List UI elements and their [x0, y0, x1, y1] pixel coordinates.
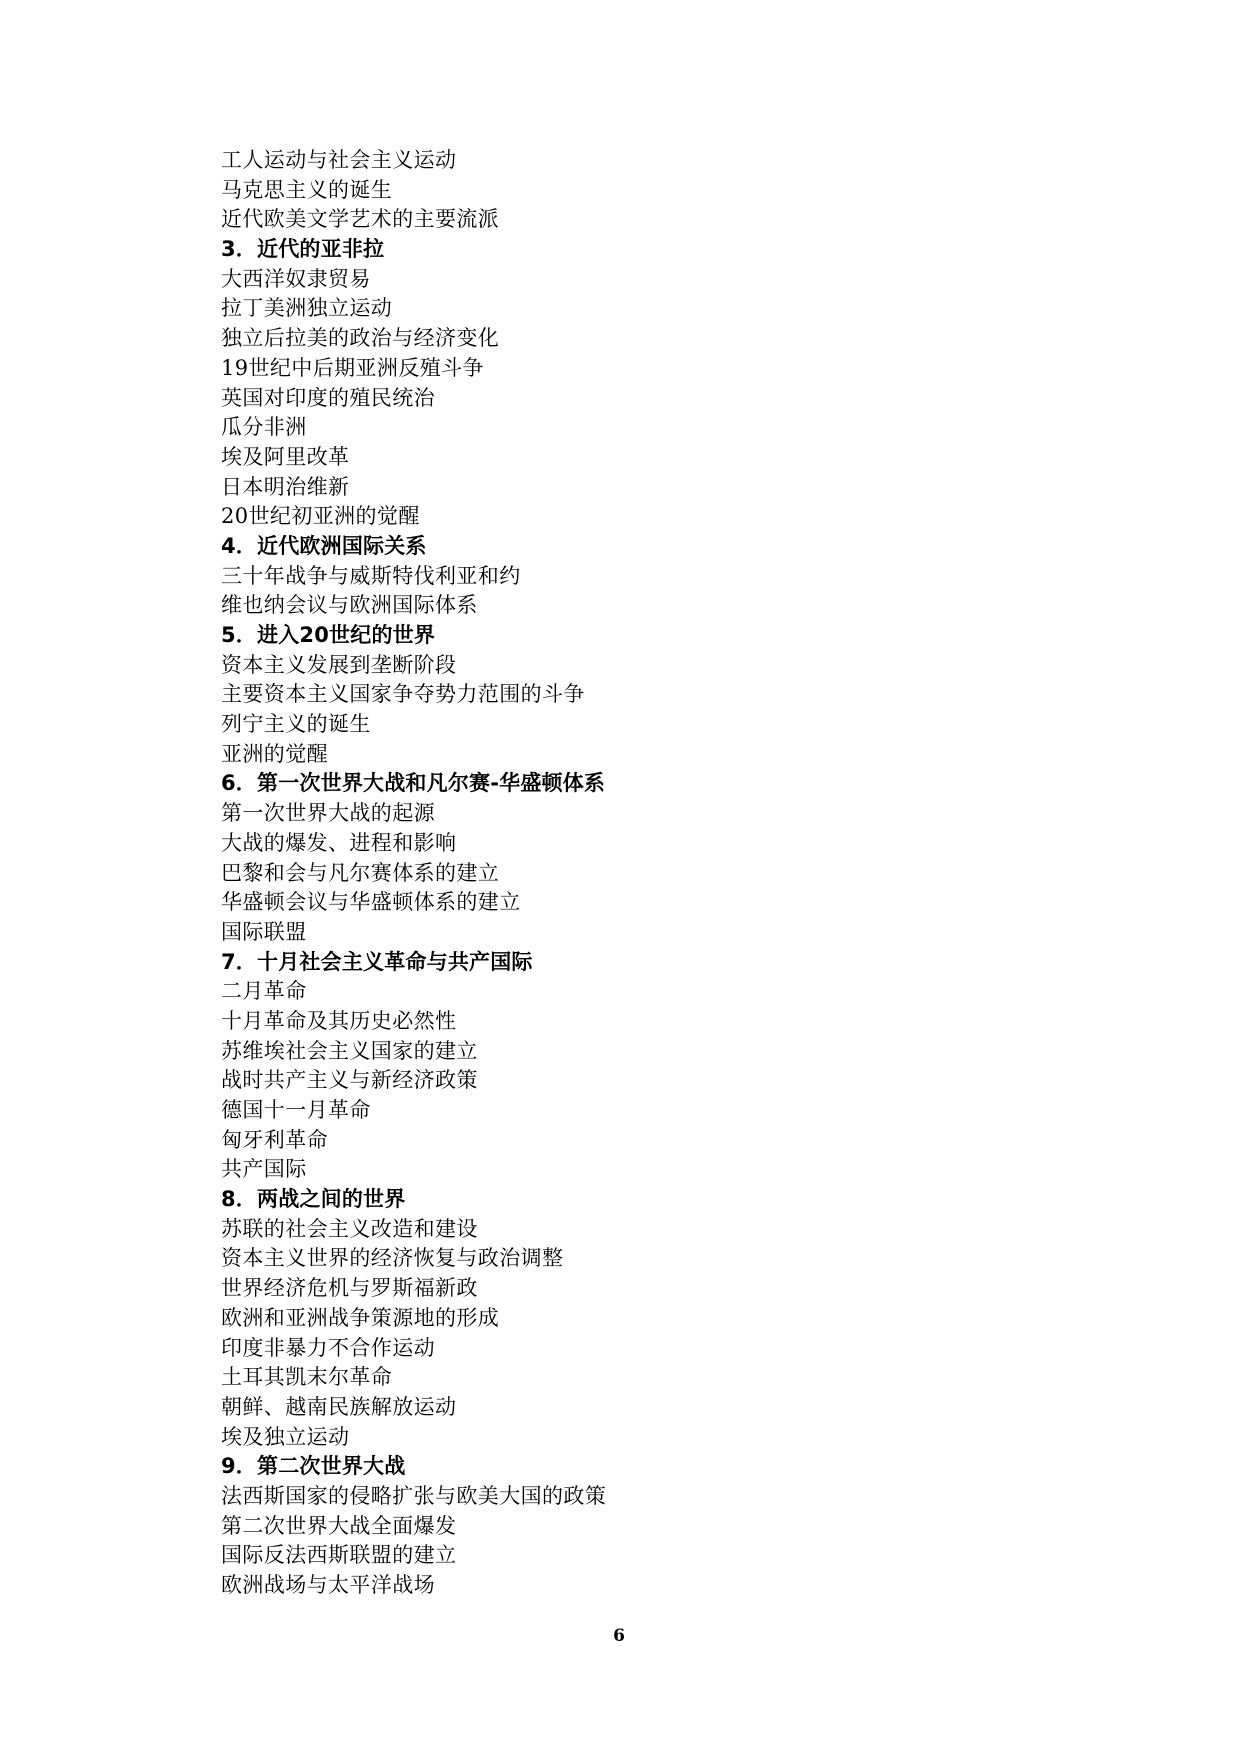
section-heading	[221, 1452, 1041, 1482]
outline-item	[221, 1007, 1041, 1037]
section-title: 十月社会主义革命与共产国际	[257, 949, 533, 974]
outline-item	[221, 829, 1041, 859]
section-heading	[221, 769, 1041, 799]
outline-item	[221, 710, 1041, 740]
item-text: 亚洲的觉醒	[221, 741, 328, 766]
outline-item	[221, 562, 1041, 592]
item-text: 独立后拉美的政治与经济变化	[221, 326, 500, 351]
outline-item	[221, 473, 1041, 503]
section-title: 近代的亚非拉	[257, 237, 385, 262]
outline-item	[221, 176, 1041, 206]
outline-item	[221, 651, 1041, 681]
outline-item	[221, 1244, 1041, 1274]
item-text: 巴黎和会与凡尔赛体系的建立	[221, 860, 500, 885]
item-text: 20世纪初亚洲的觉醒	[221, 504, 420, 529]
outline-item	[221, 591, 1041, 621]
item-text: 工人运动与社会主义运动	[221, 148, 457, 172]
section-number: 8．	[221, 1187, 258, 1212]
outline-item	[221, 324, 1041, 354]
outline-item	[221, 146, 1041, 176]
section-heading	[221, 1185, 1041, 1215]
item-text: 世界经济危机与罗斯福新政	[221, 1276, 478, 1301]
item-text: 苏维埃社会主义国家的建立	[221, 1038, 478, 1063]
outline-item	[221, 1274, 1041, 1304]
item-text: 大战的爆发、进程和影响	[221, 830, 457, 855]
outline-item	[221, 859, 1041, 889]
outline-item	[221, 1393, 1041, 1423]
section-title: 进入20世纪的世界	[257, 623, 436, 647]
item-text: 资本主义发展到垄断阶段	[221, 652, 457, 677]
outline-item	[221, 799, 1041, 829]
outline-item	[221, 443, 1041, 473]
item-text: 德国十一月革命	[221, 1098, 371, 1122]
outline-item	[221, 888, 1041, 918]
section-heading	[221, 621, 1041, 651]
item-text: 土耳其凯末尔革命	[221, 1365, 393, 1390]
outline-item	[221, 1066, 1041, 1096]
item-text: 19世纪中后期亚洲反殖斗争	[221, 355, 484, 380]
outline-item	[221, 977, 1041, 1007]
outline-item	[221, 918, 1041, 948]
outline-item	[221, 1037, 1041, 1067]
item-text: 华盛顿会议与华盛顿体系的建立	[221, 890, 521, 915]
item-text: 欧洲和亚洲战争策源地的形成	[221, 1305, 500, 1330]
outline-item	[221, 354, 1041, 384]
item-text: 维也纳会议与欧洲国际体系	[221, 593, 478, 618]
outline-item	[221, 1363, 1041, 1393]
section-title: 第一次世界大战和凡尔赛-华盛顿体系	[257, 771, 606, 796]
outline-item	[221, 1096, 1041, 1126]
section-heading	[221, 948, 1041, 978]
item-text: 列宁主义的诞生	[221, 712, 371, 737]
outline-item	[221, 205, 1041, 235]
section-heading	[221, 235, 1041, 265]
item-text: 三十年战争与威斯特伐利亚和约	[221, 563, 521, 588]
item-text: 二月革命	[221, 979, 307, 1004]
outline-item	[221, 1541, 1041, 1571]
outline-item	[221, 740, 1041, 770]
item-text: 国际联盟	[221, 919, 307, 944]
item-text: 战时共产主义与新经济政策	[221, 1068, 478, 1093]
section-heading	[221, 532, 1041, 562]
section-title: 近代欧洲国际关系	[257, 533, 427, 558]
page-number: 6	[613, 1626, 625, 1646]
item-text: 十月革命及其历史必然性	[221, 1008, 457, 1033]
item-text: 第一次世界大战的起源	[221, 801, 435, 826]
item-text: 资本主义世界的经济恢复与政治调整	[221, 1246, 564, 1271]
item-text: 国际反法西斯联盟的建立	[221, 1543, 457, 1568]
item-text: 近代欧美文学艺术的主要流派	[221, 207, 500, 232]
item-text: 第二次世界大战全面爆发	[221, 1513, 457, 1538]
section-title: 第二次世界大战	[257, 1454, 406, 1479]
outline-item	[221, 1571, 1041, 1601]
item-text: 匈牙利革命	[221, 1127, 328, 1152]
outline-item	[221, 1482, 1041, 1512]
section-title: 两战之间的世界	[257, 1187, 406, 1212]
section-number: 6．	[221, 771, 258, 796]
outline-item	[221, 680, 1041, 710]
outline-item	[221, 384, 1041, 414]
outline-item	[221, 1126, 1041, 1156]
section-number: 7．	[221, 949, 258, 974]
outline-item	[221, 1215, 1041, 1245]
item-text: 苏联的社会主义改造和建设	[221, 1216, 478, 1241]
outline-item	[221, 1512, 1041, 1542]
outline-item	[221, 413, 1041, 443]
item-text: 埃及阿里改革	[221, 444, 350, 469]
item-text: 拉丁美洲独立运动	[221, 296, 393, 321]
item-text: 印度非暴力不合作运动	[221, 1335, 435, 1360]
outline-item	[221, 502, 1041, 532]
item-text: 马克思主义的诞生	[221, 177, 393, 202]
item-text: 瓜分非洲	[221, 415, 307, 440]
section-number: 3．	[221, 237, 258, 262]
item-text: 英国对印度的殖民统治	[221, 385, 435, 410]
outline-list	[221, 146, 1041, 1601]
item-text: 朝鲜、越南民族解放运动	[221, 1394, 457, 1419]
outline-item	[221, 1423, 1041, 1453]
item-text: 法西斯国家的侵略扩张与欧美大国的政策	[221, 1483, 607, 1508]
item-text: 主要资本主义国家争夺势力范围的斗争	[221, 682, 585, 707]
item-text: 日本明治维新	[221, 474, 350, 499]
outline-item	[221, 1304, 1041, 1334]
outline-item	[221, 294, 1041, 324]
section-number: 5．	[221, 623, 258, 647]
item-text: 大西洋奴隶贸易	[221, 266, 371, 291]
item-text: 共产国际	[221, 1157, 307, 1182]
section-number: 4．	[221, 533, 258, 558]
section-number: 9．	[221, 1454, 258, 1479]
outline-item	[221, 1155, 1041, 1185]
outline-item	[221, 1334, 1041, 1364]
item-text: 埃及独立运动	[221, 1424, 350, 1449]
item-text: 欧洲战场与太平洋战场	[221, 1573, 435, 1597]
outline-item	[221, 265, 1041, 295]
